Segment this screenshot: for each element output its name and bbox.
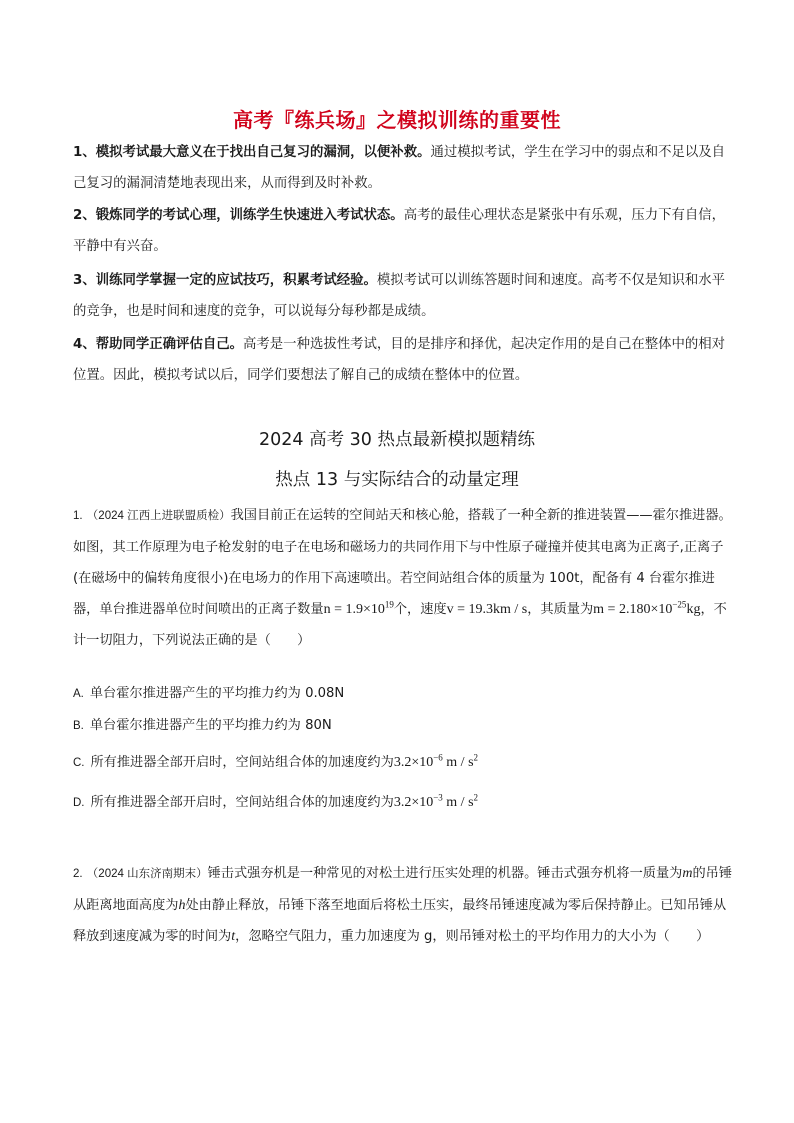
math-n-exp: 19 — [384, 599, 394, 610]
math-n — [323, 599, 394, 617]
intro-bold: 3、训练同学掌握一定的应试技巧，积累考试经验。 — [73, 273, 377, 288]
math-m — [593, 599, 701, 617]
intro-text: 高考的最佳心理状态是紧张中有乐观，压力下有自信，平静中有兴奋。 — [73, 208, 726, 254]
var-h: h — [178, 898, 186, 913]
option-math — [393, 792, 479, 810]
option-math-exp: −3 — [433, 792, 443, 803]
option-math-unit: m / s — [446, 755, 474, 770]
banner-title: 高考『练兵场』之模拟训练的重要性 — [233, 108, 561, 132]
question-text: 个，速度 — [393, 602, 447, 617]
question-text: ，其质量为 — [527, 602, 594, 617]
option-d[interactable] — [73, 793, 733, 813]
intro-paragraph-1 — [73, 137, 733, 199]
intro-paragraph-2 — [73, 200, 733, 262]
math-h — [179, 898, 186, 913]
intro-bold: 4、帮助同学正确评估自己。 — [73, 337, 244, 352]
option-text: 单台霍尔推进器产生的平均推力约为 80N — [89, 718, 332, 733]
intro-text: 高考是一种选拔性考试，目的是排序和择优，起决定作用的是自己在整体中的相对位置。因此，模拟考试以后，同学们要想法了解自己的成绩在整体中的位置。 — [73, 337, 726, 383]
intro-bold: 1、模拟考试最大意义在于找出自己复习的漏洞，以便补救。 — [73, 145, 431, 160]
option-math-unit-exp: 2 — [473, 752, 479, 763]
math-m-exp: −25 — [672, 599, 687, 610]
math-n-value: n = 1.9×10 — [323, 602, 385, 617]
intro-paragraph-4 — [73, 329, 733, 391]
option-b[interactable] — [73, 716, 733, 736]
option-label: B. — [73, 720, 84, 732]
question-1 — [73, 500, 733, 656]
var-m: m — [682, 866, 693, 881]
option-math-value: 3.2×10 — [393, 755, 434, 770]
section-subtitle: 热点 13 与实际结合的动量定理 — [275, 470, 519, 490]
question-source: （2024 山东济南期末） — [86, 868, 208, 880]
option-text: 单台霍尔推进器产生的平均推力约为 0.08N — [89, 686, 345, 701]
question-number: 1. — [73, 510, 83, 522]
option-math-unit: m / s — [446, 795, 474, 810]
question-source: （2024 江西上进联盟质检） — [86, 510, 231, 522]
question-number: 2. — [73, 868, 83, 880]
question-text: ，忽略空气阻力，重力加速度为 g，则吊锤对松土的平均作用力的大小为（ ） — [235, 929, 710, 944]
option-math-unit-exp: 2 — [473, 792, 479, 803]
option-math — [393, 752, 479, 770]
option-text: 所有推进器全部开启时，空间站组合体的加速度约为 — [90, 755, 394, 770]
option-math-exp: −6 — [433, 752, 443, 763]
question-text: ，不计一切阻力，下列说法正确的是（ ） — [73, 602, 727, 648]
intro-text: 通过模拟考试，学生在学习中的弱点和不足以及自己复习的漏洞清楚地表现出来，从而得到及时补救。 — [73, 145, 726, 191]
option-math-value: 3.2×10 — [393, 795, 434, 810]
section-title: 2024 高考 30 热点最新模拟题精练 — [259, 430, 535, 450]
intro-paragraph-3 — [73, 265, 733, 327]
question-text: 锤击式强夯机是一种常见的对松土进行压实处理的机器。锤击式强夯机将一质量为 — [207, 866, 683, 881]
math-v: v = 19.3km / s — [446, 602, 528, 617]
question-2 — [73, 858, 733, 952]
option-a[interactable] — [73, 684, 733, 704]
option-label: A. — [73, 688, 84, 700]
var-t: t — [231, 929, 236, 944]
question-text: 的吊锤从距离地面高度为 — [73, 866, 733, 913]
intro-bold: 2、锻炼同学的考试心理，训练学生快速进入考试状态。 — [73, 208, 404, 223]
question-text: 我国目前正在运转的空间站天和核心舱，搭载了一种全新的推进装置——霍尔推进器。如图，其工作原理为电子枪发射的电子在电场和磁场力的共同作用下与中性原子碰撞并使其电离为正离子,正离子(在磁场中的偏转角度很小)在电场力的作用下高速喷出。若空间站组合体的质量为 100t，配备有 4 台霍尔推进器，单台推进器单位时间喷出的正离子数量 — [73, 508, 732, 617]
option-text: 所有推进器全部开启时，空间站组合体的加速度约为 — [90, 795, 394, 810]
math-m-unit: kg — [686, 602, 701, 617]
option-label: D. — [73, 797, 85, 809]
question-text: 处由静止释放，吊锤下落至地面后将松土压实，最终吊锤速度减为零后保持静止。已知吊锤从释放到速度减为零的时间为 — [73, 898, 727, 944]
option-c[interactable] — [73, 753, 733, 773]
option-label: C. — [73, 757, 85, 769]
math-m-value: m = 2.180×10 — [593, 602, 673, 617]
intro-text: 模拟考试可以训练答题时间和速度。高考不仅是知识和水平的竞争，也是时间和速度的竞争，可以说每分每秒都是成绩。 — [73, 273, 726, 319]
math-m — [682, 866, 692, 881]
